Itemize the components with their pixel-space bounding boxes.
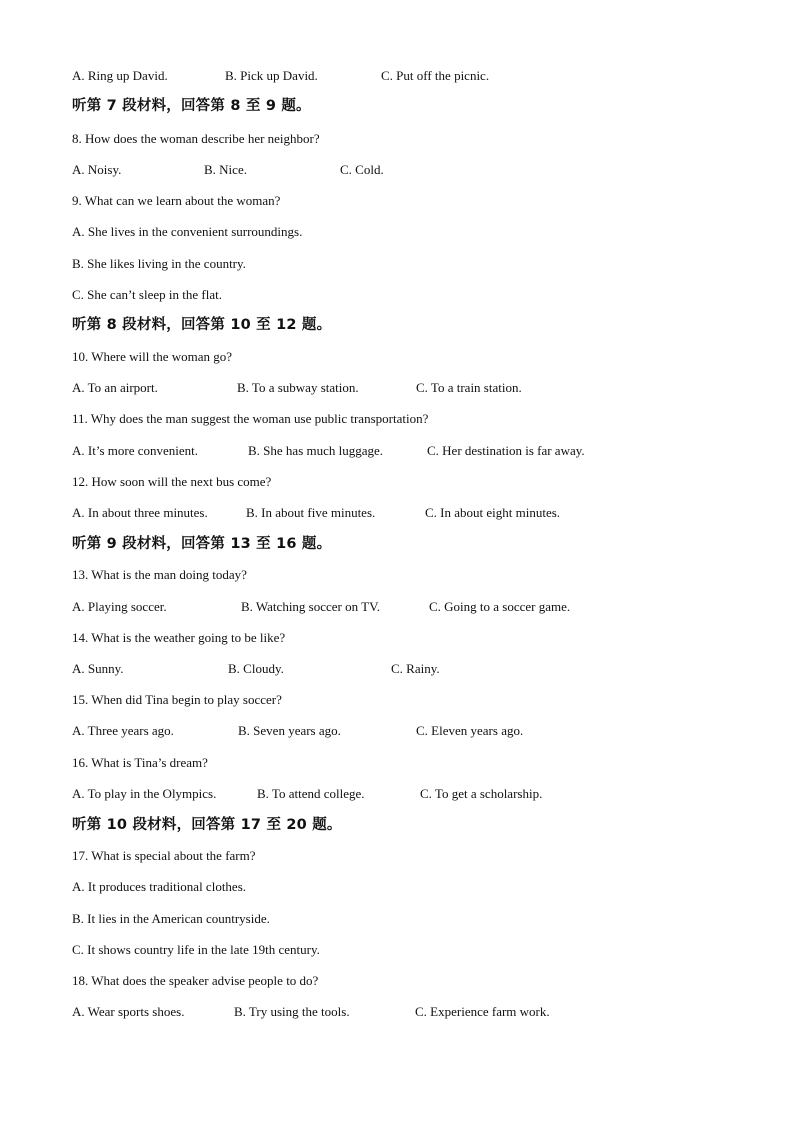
answer-option: B. She has much luggage. <box>248 443 384 458</box>
answer-option: A. In about three minutes. <box>72 505 208 520</box>
answer-option: A. It’s more convenient. <box>72 443 198 458</box>
answer-option: C. Eleven years ago. <box>416 723 524 738</box>
answer-option: B. Watching soccer on TV. <box>241 599 381 614</box>
answer-option: C. To a train station. <box>416 380 522 395</box>
answer-option: A. Noisy. <box>72 162 122 177</box>
question-text: B. She likes living in the country. <box>72 256 246 271</box>
section-heading: 听第 10 段材料，回答第 17 至 20 题。 <box>72 817 342 833</box>
question-text: 10. Where will the woman go? <box>72 349 233 364</box>
question-text: A. It produces traditional clothes. <box>72 879 247 894</box>
question-text: C. It shows country life in the late 19th century. <box>72 942 320 957</box>
answer-option: C. Going to a soccer game. <box>429 599 571 614</box>
answer-option: A. Sunny. <box>72 661 124 676</box>
answer-option: C. To get a scholarship. <box>420 786 543 801</box>
question-text: 8. How does the woman describe her neighbor? <box>72 131 320 146</box>
answer-option: A. To play in the Olympics. <box>72 786 217 801</box>
question-text: C. She can’t sleep in the flat. <box>72 287 222 302</box>
question-text: 16. What is Tina’s dream? <box>72 755 208 770</box>
answer-option: C. Put off the picnic. <box>381 68 490 83</box>
question-text: A. She lives in the convenient surroundings. <box>72 224 303 239</box>
question-text: 17. What is special about the farm? <box>72 848 256 863</box>
answer-option: A. Playing soccer. <box>72 599 167 614</box>
answer-option: C. Experience farm work. <box>415 1004 550 1019</box>
answer-option: A. Three years ago. <box>72 723 174 738</box>
section-heading: 听第 8 段材料，回答第 10 至 12 题。 <box>72 317 332 333</box>
answer-option: B. Cloudy. <box>228 661 284 676</box>
question-text: 12. How soon will the next bus come? <box>72 474 272 489</box>
question-text: 11. Why does the man suggest the woman use public transportation? <box>72 411 429 426</box>
answer-option: A. Wear sports shoes. <box>72 1004 185 1019</box>
answer-option: B. In about five minutes. <box>246 505 376 520</box>
answer-option: A. To an airport. <box>72 380 158 395</box>
answer-option: B. Try using the tools. <box>234 1004 350 1019</box>
answer-option: B. Seven years ago. <box>238 723 341 738</box>
answer-option: B. To a subway station. <box>237 380 359 395</box>
question-text: 9. What can we learn about the woman? <box>72 193 281 208</box>
answer-option: C. Cold. <box>340 162 384 177</box>
answer-option: B. To attend college. <box>257 786 365 801</box>
question-text: 13. What is the man doing today? <box>72 567 247 582</box>
answer-option: C. In about eight minutes. <box>425 505 561 520</box>
question-text: 14. What is the weather going to be like? <box>72 630 286 645</box>
answer-option: B. Nice. <box>204 162 247 177</box>
answer-option: B. Pick up David. <box>225 68 318 83</box>
question-text: 18. What does the speaker advise people to do? <box>72 973 319 988</box>
section-heading: 听第 7 段材料，回答第 8 至 9 题。 <box>72 98 311 114</box>
question-text: B. It lies in the American countryside. <box>72 911 270 926</box>
section-heading: 听第 9 段材料，回答第 13 至 16 题。 <box>72 536 332 552</box>
answer-option: A. Ring up David. <box>72 68 168 83</box>
question-text: 15. When did Tina begin to play soccer? <box>72 692 282 707</box>
answer-option: C. Her destination is far away. <box>427 443 585 458</box>
answer-option: C. Rainy. <box>391 661 440 676</box>
